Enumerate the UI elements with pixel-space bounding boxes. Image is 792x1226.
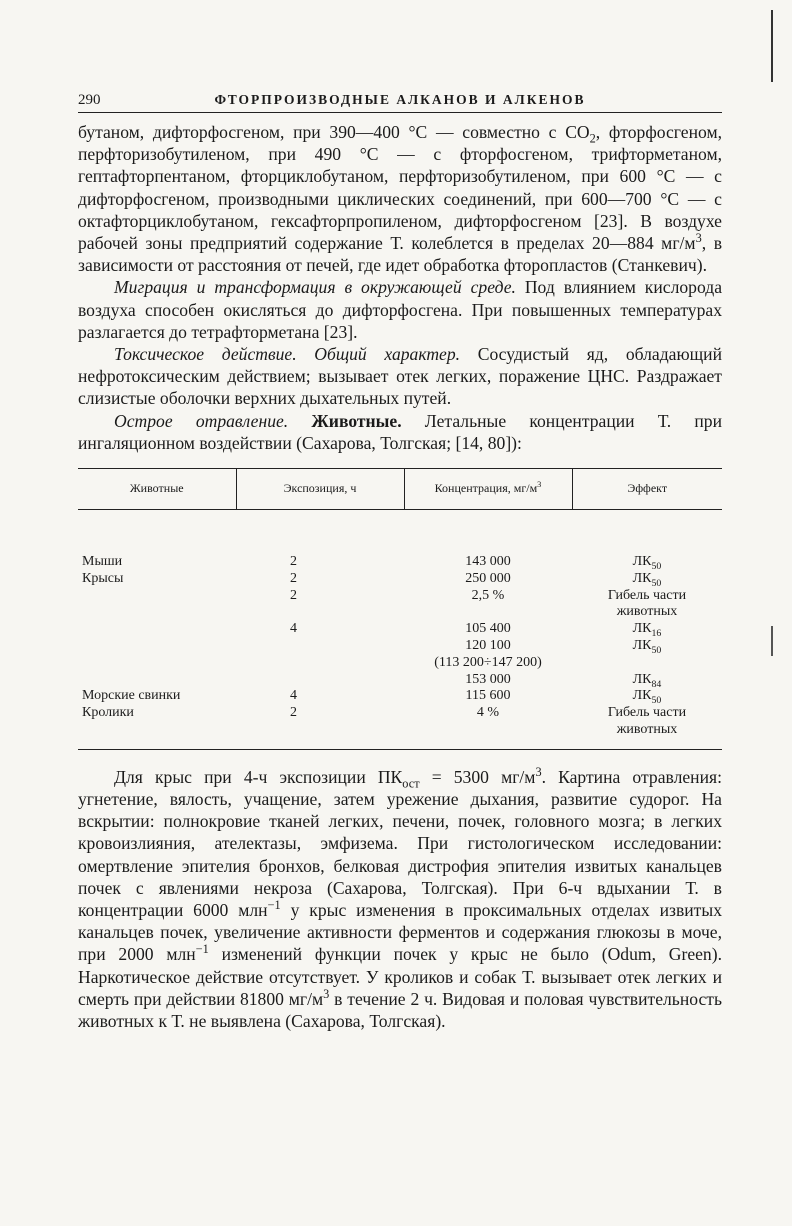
cell-concentration: 143 000 bbox=[465, 554, 511, 570]
table-row bbox=[78, 672, 722, 689]
cell-animal: Мыши bbox=[82, 554, 123, 570]
cell-animal bbox=[78, 621, 236, 638]
col-header-effect: Эффект bbox=[572, 469, 722, 510]
table-row bbox=[78, 638, 722, 655]
cell-effect: $ЛК_{50}$ bbox=[632, 688, 662, 707]
cell-concentration: 153 000 bbox=[465, 671, 511, 687]
cell-animal: Кролики bbox=[78, 705, 236, 749]
cell-effect bbox=[572, 655, 722, 672]
table-row bbox=[78, 621, 722, 638]
cell-exposure: 2 bbox=[290, 570, 297, 586]
cell-animal: Морские свинки bbox=[82, 688, 181, 704]
cell-exposure: 2 bbox=[236, 705, 404, 749]
col-header-animals: Животные bbox=[78, 469, 236, 510]
cell-animal: Крысы bbox=[82, 570, 124, 586]
table-body bbox=[78, 510, 722, 750]
cell-exposure bbox=[236, 672, 404, 689]
scan-edge-line bbox=[771, 10, 773, 82]
col-header-concentration: Концентрация, $мг/м^3$ bbox=[404, 469, 572, 510]
cell-animal bbox=[78, 588, 236, 622]
paragraph-continuation: бутаном, дифторфосгеном, при 390—400 °С — совместно с $СО_2$, фторфосгеном, перфторизобутиленом, при 490 °С — с фторфосгеном, трифторметаном, гептафторпентаном, фторциклобутаном, перфторизобутиленом, при 600 °С — с дифторфосгеном, производными циклических соединений, при 600—700 °С — с октафторциклобутаном, гексафторпропиленом, дифторфосгеном [23]. В воздухе рабочей зоны предприятий содержание Т. колеблется в пределах 20—884 $мг/м^3$, в зависимости от расстояния от печей, где идет обработка фторопластов (Станкевич). bbox=[78, 122, 722, 276]
lethal-concentration-table bbox=[78, 468, 722, 750]
cell-concentration: 120 100 bbox=[465, 638, 511, 654]
book-page bbox=[78, 92, 722, 1032]
table-row bbox=[78, 571, 722, 588]
cell-animal bbox=[78, 672, 236, 689]
cell-exposure bbox=[236, 638, 404, 655]
cell-exposure: 4 bbox=[290, 688, 297, 704]
scan-edge-mark bbox=[771, 626, 773, 656]
page-header bbox=[78, 92, 722, 113]
paragraph-rats-findings: Для крыс при 4-ч экспозиции $ПК_{ост} = 5300$ $мг/м^3$. Картина отравления: угнетение, вялость, учащение, затем урежение дыхания, развитие судорог. На вскрытии: полнокровие тканей легких, печени, почек, головного мозга; в легких кровоизлияния, ателектазы, эмфизема. При гистологическом исследовании: омертвление эпителия бронхов, белковая дистрофия эпителия извитых канальцев почек с явлениями некроза (Сахарова, Толгская). При 6-ч вдыхании Т. в концентрации 6000 млн$^{-1}$ у крыс изменения в проксимальных отделах извитых канальцев почек, увеличение активности ферментов и содержания глюкозы в моче, при 2000 млн$^{-1}$ изменений функции почек у крыс не было (Odum, Green). Наркотическое действие отсутствует. У кроликов и собак Т. вызывает отек легких и смерть при действии 81800 $мг/м^3$ в течение 2 ч. Видовая и половая чувствительность животных к Т. не выявлена (Сахарова, Толгская). bbox=[78, 764, 722, 1032]
cell-animal bbox=[78, 638, 236, 655]
cell-exposure: 2 bbox=[290, 554, 297, 570]
cell-effect: $ЛК_{50}$ bbox=[632, 638, 662, 656]
table-row bbox=[78, 705, 722, 749]
cell-animal bbox=[78, 655, 236, 672]
cell-effect: Гибель части животных bbox=[572, 705, 722, 749]
paragraph-migration: Миграция и трансформация в окружающей среде. Под влиянием кислорода воздуха способен окисляться до дифторфосгена. При повышенных температурах разлагается до тетрафторметана [23]. bbox=[78, 277, 722, 342]
cell-effect: $ЛК_{50}$ bbox=[632, 570, 662, 589]
cell-concentration: 105 400 bbox=[465, 621, 511, 637]
cell-effect: $ЛК_{16}$ bbox=[632, 621, 662, 640]
paragraph-acute-poisoning: Острое отравление. Животные. Летальные концентрации Т. при ингаляционном воздействии (Сахарова, Толгская; [14, 80]): bbox=[78, 410, 722, 453]
cell-exposure bbox=[236, 655, 404, 672]
cell-concentration: (113 200÷147 200) bbox=[434, 654, 542, 670]
paragraph-toxic-action: Токсическое действие. Общий характер. Сосудистый яд, обладающий нефротоксическим действием; вызывает отек легких, поражение ЦНС. Раздражает слизистые оболочки верхних дыхательных путей. bbox=[78, 344, 723, 409]
cell-effect: $ЛК_{84}$ bbox=[632, 671, 662, 690]
col-header-exposure: Экспозиция, ч bbox=[236, 469, 404, 510]
cell-exposure: 2 bbox=[290, 587, 297, 603]
cell-exposure: 4 bbox=[290, 621, 297, 637]
cell-concentration: 4 % bbox=[404, 705, 572, 749]
table-row bbox=[78, 688, 722, 705]
cell-concentration: 250 000 bbox=[465, 570, 511, 586]
table-row bbox=[78, 588, 722, 622]
cell-concentration: 115 600 bbox=[465, 688, 511, 704]
table-row bbox=[78, 510, 722, 571]
table-row bbox=[78, 655, 722, 672]
running-title: ФТОРПРОИЗВОДНЫЕ АЛКАНОВ И АЛКЕНОВ bbox=[214, 92, 586, 107]
page-number: 290 bbox=[78, 92, 101, 108]
cell-effect: $ЛК_{50}$ bbox=[632, 554, 662, 572]
cell-concentration: 2,5 % bbox=[471, 587, 505, 603]
cell-effect: Гибель части животных bbox=[607, 587, 687, 620]
